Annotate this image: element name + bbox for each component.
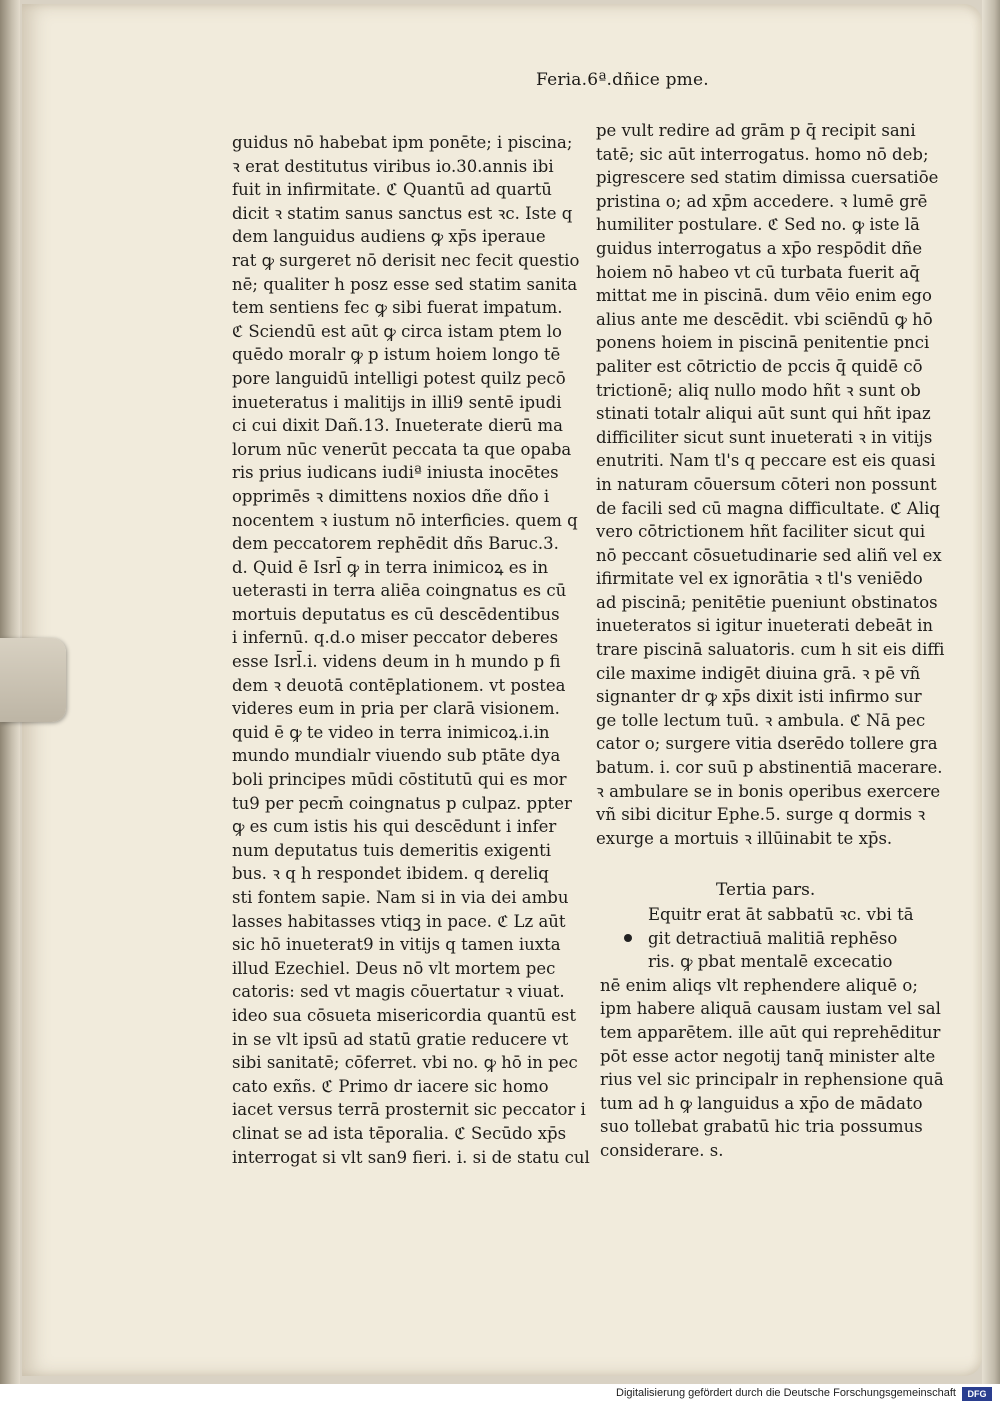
text-line: mittat me in piscinā. dum vēio enim ego (596, 286, 932, 306)
text-line: ris prius iudicans iudiª iniusta inocētes (232, 463, 559, 483)
text-line: enutriti. Nam tl's q peccare est eis quasi (596, 451, 936, 471)
text-line: clinat se ad ista tēporalia. ℭ Secūdo xp̄s (232, 1123, 567, 1143)
text-line: sic hō inueterat9 in vitijs q tamen iuxta (232, 935, 561, 955)
text-line: tatē; sic aūt interrogatus. homo nō deb; (596, 144, 929, 164)
text-line: guidus interrogatus a xp̄o respōdit dñe (596, 238, 923, 258)
text-line: ponens hoiem in piscinā penitentie pnci (596, 333, 930, 353)
text-line: considerare. s. (600, 1140, 724, 1160)
left-text-column (232, 131, 592, 1169)
text-line: signanter dr ꝙ xp̄s dixit isti infirmo sur (596, 687, 922, 707)
text-line: ꝛ ambulare se in bonis operibus exercere (596, 781, 941, 801)
text-line: vero cōtrictionem hñt faciliter sicut qui (596, 522, 926, 542)
text-line: esse Isrl̄.i. videns deum in h mundo p fi (232, 652, 561, 672)
right-text-column (596, 119, 972, 850)
dfg-logo: DFG (962, 1387, 992, 1401)
text-line: ideo sua cōsueta misericordia quantū est (232, 1005, 577, 1025)
text-line: dem languidus audiens ꝙ xp̄s iperaue (232, 227, 546, 247)
book-clasp (0, 638, 66, 722)
text-line: inueteratus i malitijs in illi9 sentē ipudi (232, 392, 562, 412)
text-line: videres eum in pria per clarā visionem. (232, 699, 560, 719)
text-line: lorum nūc venerūt peccata ta que opaba (232, 439, 572, 459)
text-line: trare piscinā saluatoris. cum h sit eis diffi (596, 640, 945, 660)
text-line: sti fontem sapie. Nam si in via dei ambu (232, 888, 569, 907)
text-line: tu9 per pecm̄ coingnatus p culpaz. ppter (232, 793, 572, 813)
text-line: cile maxime indigēt diuina grā. ꝛ pē vñ (596, 663, 921, 683)
text-line: rius vel sic principalr in rephensione quā (600, 1070, 944, 1090)
text-line: guidus nō habebat ipm ponēte; i piscina; (232, 133, 573, 152)
text-line: inueteratos si igitur inueterati debeāt in (596, 616, 934, 636)
section-heading: Tertia pars. (716, 880, 816, 900)
text-line: nē enim aliqs vlt rephendere aliquē o; (600, 975, 918, 995)
text-line: in se vlt ipsū ad statū gratie reducere vt (232, 1029, 569, 1049)
text-line: humiliter postulare. ℭ Sed no. ꝙ iste lā (596, 215, 920, 235)
text-line: rat ꝙ surgeret nō derisit nec fecit questio (232, 250, 580, 270)
text-line: pore languidū intelligi potest quilz pecō (232, 368, 566, 388)
text-line: ipm habere aliquā causam iustam vel sal (600, 999, 941, 1019)
text-line: difficiliter sicut sunt inueterati ꝛ in vitijs (596, 427, 933, 447)
text-line: trictionē; aliq nullo modo hñt ꝛ sunt ob (596, 380, 921, 400)
text-line: tem apparētem. ille aūt qui reprehēditur (600, 1022, 941, 1042)
text-line: tem sentiens fec ꝙ sibi fuerat impatum. (232, 298, 563, 318)
text-line: pōt esse actor negotij tanq̄ minister alte (600, 1046, 936, 1066)
text-line: ad piscinā; penitētie pueniunt obstinatos (596, 592, 938, 612)
text-line: sibi sanitatē; cōferret. vbi no. ꝙ hō in pec (232, 1053, 578, 1073)
ornament-dot (624, 934, 632, 942)
text-line: ris. ꝙ pbat mentalē excecatio (648, 952, 893, 972)
text-line: i infernū. q.d.o miser peccator deberes (232, 628, 559, 648)
text-line: dem ꝛ deuotā contēplationem. vt postea (232, 675, 566, 695)
text-line: pigrescere sed statim dimissa cuersatiōe (596, 168, 939, 188)
text-line: pristina o; ad xp̄m accedere. ꝛ lumē grē (596, 191, 928, 211)
text-line: suo tollebat grabatū hic tria possumus (600, 1117, 923, 1137)
text-line: ueterasti in terra aliēa coingnatus es cū (232, 581, 567, 601)
text-line: d. Quid ē Isrl̄ ꝙ in terra inimicoꝝ es in (232, 557, 549, 577)
text-line: ꝙ es cum istis his qui descēdunt i infer (232, 817, 557, 837)
text-line: cato exñs. ℭ Primo dr iacere sic homo (232, 1076, 549, 1096)
page-header: Feria.6ª.dñice pme. (536, 70, 709, 90)
text-line: lasses habitasses vtiqꝫ in pace. ℭ Lz aūt (232, 911, 566, 931)
text-line: illud Ezechiel. Deus nō vlt mortem pec (232, 958, 556, 978)
text-line: catoris: sed vt magis cōuertatur ꝛ viuat. (232, 982, 565, 1002)
text-line: de facili sed cū magna difficultate. ℭ Aliq (596, 498, 940, 518)
text-line: ꝛ erat destitutus viribus io.30.annis ibi (232, 156, 554, 176)
text-line: num deputatus tuis demeritis exigenti (232, 840, 552, 860)
text-line: opprimēs ꝛ dimittens noxios dñe dño i (232, 486, 550, 506)
text-line: batum. i. cor suū p abstinentiā macerare. (596, 758, 943, 778)
text-line: quid ē ꝙ te video in terra inimicoꝝ.i.in (232, 722, 550, 742)
text-line: ifirmitate vel ex ignorātia ꝛ tl's veniēdo (596, 569, 923, 589)
text-line: ℭ Sciendū est aūt ꝙ circa istam ptem lo (232, 321, 562, 341)
text-line: nocentem ꝛ iustum nō interficies. quem q (232, 510, 578, 530)
text-line: in naturam cōuersum cōteri non possunt (596, 474, 937, 494)
text-line: pe vult redire ad grām p q̄ recipit sani (596, 121, 916, 140)
text-line: iacet versus terrā prosternit sic peccator i (232, 1100, 586, 1120)
text-line: nē; qualiter h posz esse sed statim sanita (232, 274, 578, 294)
text-line: paliter est cōtrictio de pccis q̄ quidē cō (596, 356, 923, 376)
text-line: Equitr erat āt sabbatū ꝛc. vbi tā (648, 905, 914, 924)
text-line: git detractiuā malitiā rephēso (648, 928, 898, 948)
text-line: fuit in infirmitate. ℭ Quantū ad quartū (232, 180, 552, 200)
text-line: dicit ꝛ statim sanus sanctus est ꝛc. Iste q (232, 203, 573, 223)
text-line: vñ sibi dicitur Ephe.5. surge q dormis ꝛ (596, 805, 926, 825)
text-line: ge tolle lectum tuū. ꝛ ambula. ℭ Nā pec (596, 710, 926, 730)
text-line: boli principes mūdi cōstitutū qui es mor (232, 770, 567, 790)
text-line: cator o; surgere vitia dserēdo tollere gra (596, 734, 938, 754)
text-line: mundo mundialr viuendo sub ptāte dya (232, 746, 561, 766)
text-line: quēdo moralr ꝙ p istum hoiem longo tē (232, 345, 561, 365)
text-line: nō peccant cōsuetudinarie sed aliñ vel ex (596, 545, 942, 565)
page-edge (982, 0, 1000, 1384)
right-text-column-part2 (600, 903, 972, 1163)
text-line: hoiem nō habeo vt cū turbata fuerit aq̄ (596, 262, 920, 282)
footer-bar (0, 1386, 1000, 1404)
text-line: interrogat si vlt san9 fieri. i. si de statu cul (232, 1147, 590, 1167)
text-line: stinati totalr aliqui aūt sunt qui hñt ipaz (596, 404, 931, 424)
text-line: alius ante me descēdit. vbi sciēndū ꝙ hō (596, 309, 933, 329)
text-line: tum ad h ꝙ languidus a xp̄o de mādato (600, 1093, 923, 1113)
text-line: mortuis deputatus es cū descēdentibus (232, 604, 560, 624)
text-line: ci cui dixit Dañ.13. Inueterate dierū ma (232, 416, 564, 436)
footer-credit: Digitalisierung gefördert durch die Deutsche Forschungsgemeinschaft (616, 1387, 956, 1399)
text-line: bus. ꝛ q h respondet ibidem. q dereliq (232, 864, 549, 884)
text-line: exurge a mortuis ꝛ illūinabit te xp̄s. (596, 828, 893, 848)
text-line: dem peccatorem rephēdit dñs Baruc.3. (232, 534, 559, 554)
